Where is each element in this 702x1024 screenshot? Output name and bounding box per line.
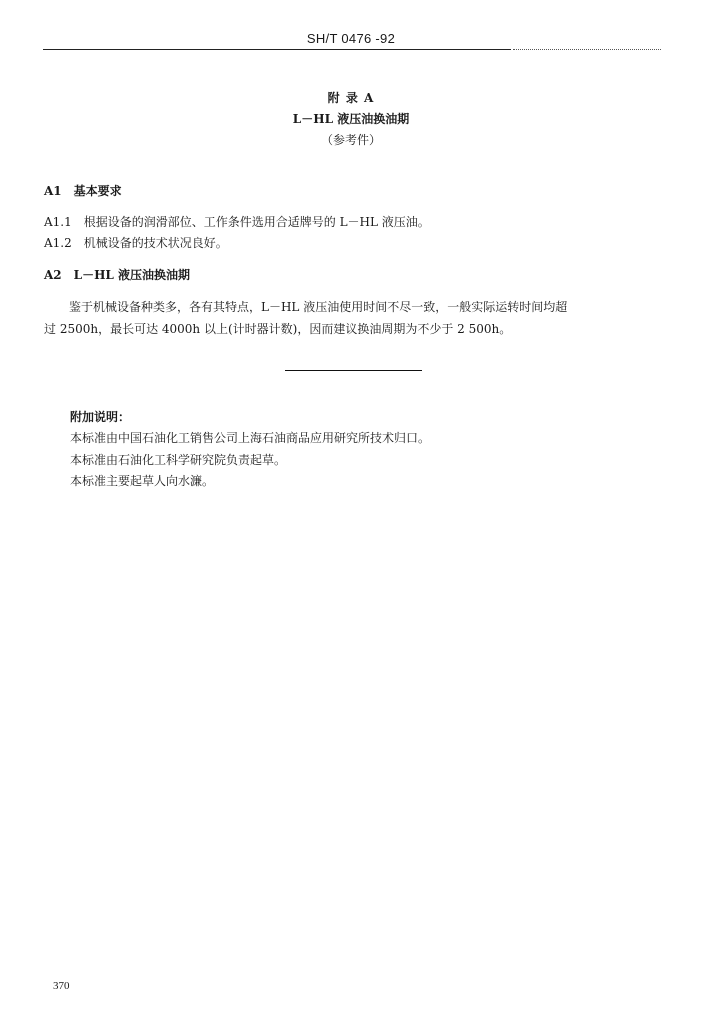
standard-code-header: SH/T 0476 -92 [306, 31, 396, 46]
additional-note-line: 本标准由石油化工科学研究院负责起草。 [70, 453, 287, 467]
section-a1-heading: A1 基本要求 [44, 184, 122, 198]
clause-a1-2: A1.2 机械设备的技术状况良好。 [44, 236, 228, 250]
appendix-subtitle: L－HL 液压油换油期 [292, 112, 410, 126]
appendix-title: 附 录 A [327, 91, 375, 105]
clause-a1-1: A1.1 根据设备的润滑部位、工作条件选用合适牌号的 L－HL 液压油。 [44, 215, 430, 229]
a2-paragraph-line-1: 鉴于机械设备种类多，各有其特点，L－HL 液压油使用时间不尽一致，一般实际运转时间均超 [69, 300, 568, 314]
additional-note-line: 本标准主要起草人向水濂。 [70, 474, 215, 488]
header-rule-dotted [513, 49, 661, 50]
header-rule [43, 49, 511, 50]
section-a2-heading: A2 L－HL 液压油换油期 [44, 268, 191, 282]
additional-note-line: 本标准由中国石油化工销售公司上海石油商品应用研究所技术归口。 [70, 431, 431, 445]
appendix-reference-note: （参考件） [320, 133, 381, 147]
a2-paragraph-line-2: 过 2500h，最长可达 4000h 以上(计时器计数)，因而建议换油周期为不少于 2 500h。 [44, 322, 512, 336]
page-number: 370 [53, 980, 70, 992]
additional-notes-heading: 附加说明： [70, 410, 131, 424]
end-separator-rule [285, 370, 422, 371]
